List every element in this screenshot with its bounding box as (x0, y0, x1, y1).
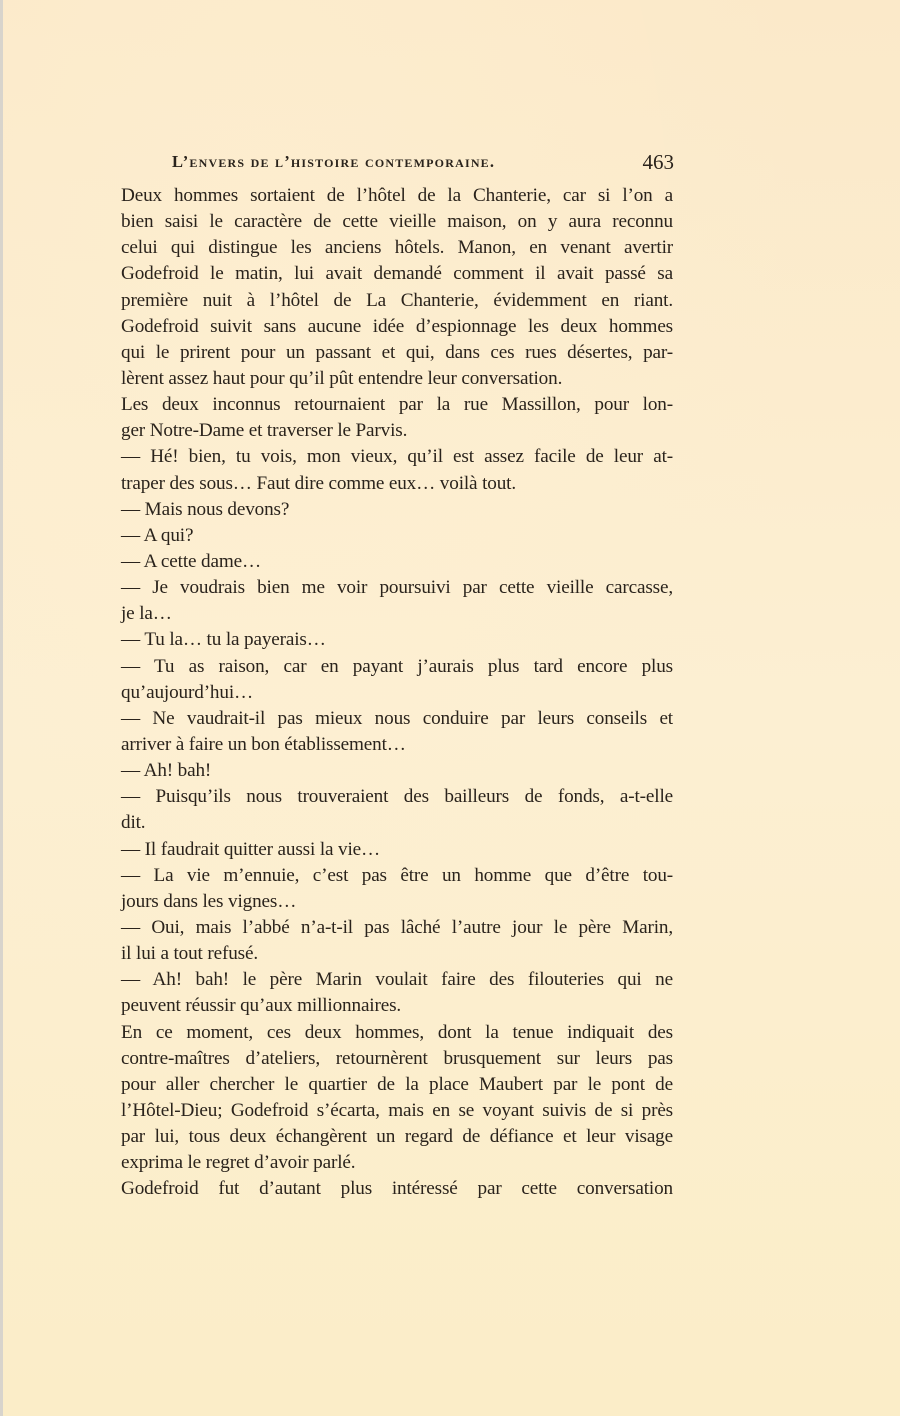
body-text (121, 183, 673, 1202)
text-line: — Mais nous devons? (121, 498, 290, 520)
text-line: Les deux inconnus retournaient par la rue Massillon, pour lon- (121, 394, 673, 416)
text-line: celui qui distingue les anciens hôtels. Manon, en venant avertir (121, 237, 673, 259)
text-line: — Puisqu’ils nous trouveraient des bailleurs de fonds, a-t-elle (121, 786, 673, 808)
text-line: — A cette dame… (121, 550, 262, 572)
text-line: pour aller chercher le quartier de la place Maubert par le pont de (121, 1073, 673, 1095)
text-line: contre-maîtres d’ateliers, retournèrent brusquement sur leurs pas (121, 1047, 673, 1069)
text-line: dit. (121, 812, 146, 834)
page-number: 463 (642, 150, 674, 174)
text-line: lèrent assez haut pour qu’il pût entendre leur conversation. (121, 367, 563, 389)
running-title: L’envers de l’histoire contemporaine. (172, 152, 496, 171)
text-line: Godefroid fut d’autant plus intéressé par cette conversation (121, 1178, 673, 1200)
text-line: — Oui, mais l’abbé n’a-t-il pas lâché l’autre jour le père Marin, (121, 916, 673, 938)
text-line: je la… (121, 603, 172, 625)
text-line: Godefroid le matin, lui avait demandé comment il avait passé sa (121, 263, 673, 285)
text-line: — Ne vaudrait-il pas mieux nous conduire par leurs conseils et (121, 707, 673, 729)
text-line: qui le prirent pour un passant et qui, dans ces rues désertes, par- (121, 341, 673, 363)
text-line: En ce moment, ces deux hommes, dont la tenue indiquait des (121, 1021, 673, 1043)
text-line: peuvent réussir qu’aux millionnaires. (121, 995, 402, 1017)
text-line: — Tu as raison, car en payant j’aurais plus tard encore plus (121, 655, 673, 677)
text-line: bien saisi le caractère de cette vieille maison, on y aura reconnu (121, 211, 673, 233)
text-line: il lui a tout refusé. (121, 943, 258, 965)
text-line: par lui, tous deux échangèrent un regard de défiance et leur visage (121, 1126, 673, 1148)
text-line: Godefroid suivit sans aucune idée d’espionnage les deux hommes (121, 315, 673, 337)
text-line: — Il faudrait quitter aussi la vie… (121, 838, 381, 860)
text-line: — Hé! bien, tu vois, mon vieux, qu’il est assez facile de leur at- (121, 446, 673, 468)
text-line: — Ah! bah! le père Marin voulait faire des filouteries qui ne (121, 969, 673, 991)
text-line: — La vie m’ennuie, c’est pas être un homme que d’être tou- (121, 864, 673, 886)
page-header (172, 150, 674, 178)
text-line: Deux hommes sortaient de l’hôtel de la Chanterie, car si l’on a (121, 185, 673, 206)
page-edge (0, 0, 3, 1416)
text-line: arriver à faire un bon établissement… (121, 733, 406, 755)
text-line: ger Notre-Dame et traverser le Parvis. (121, 420, 408, 442)
text-line: jours dans les vignes… (121, 890, 297, 912)
text-line: qu’aujourd’hui… (121, 681, 254, 703)
text-line: — Tu la… tu la payerais… (121, 629, 326, 651)
text-line: — Je voudrais bien me voir poursuivi par cette vieille carcasse, (121, 577, 673, 599)
text-line: première nuit à l’hôtel de La Chanterie, évidemment en riant. (121, 289, 673, 311)
text-line: — Ah! bah! (121, 760, 212, 782)
text-line: exprima le regret d’avoir parlé. (121, 1152, 356, 1174)
text-line: — A qui? (121, 524, 194, 546)
text-line: l’Hôtel-Dieu; Godefroid s’écarta, mais en se voyant suivis de si près (121, 1099, 673, 1121)
text-line: traper des sous… Faut dire comme eux… voilà tout. (121, 472, 516, 494)
